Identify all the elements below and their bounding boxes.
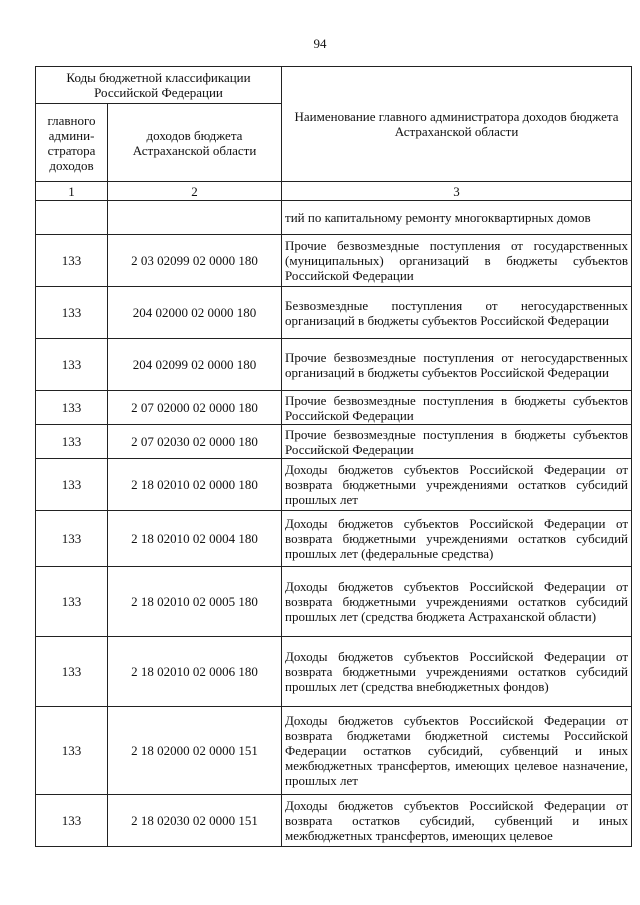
table-row — [36, 707, 632, 795]
revenue-code: 2 18 02000 02 0000 151 — [108, 707, 282, 795]
admin-code: 133 — [36, 567, 108, 637]
table-row — [36, 795, 632, 847]
column-number-1: 1 — [36, 182, 108, 201]
admin-code: 133 — [36, 637, 108, 707]
admin-code: 133 — [36, 511, 108, 567]
table-row — [36, 391, 632, 425]
revenue-name: Прочие безвозмездные поступления от государственных (муниципальных) организаций в бюджеты субъектов Российской Федерации — [282, 235, 632, 287]
admin-code: 133 — [36, 425, 108, 459]
table-row — [36, 459, 632, 511]
table-row — [36, 511, 632, 567]
revenue-name: Доходы бюджетов субъектов Российской Федерации от возврата бюджетными учреждениями остатков субсидий прошлых лет (средства внебюджетных фондов) — [282, 637, 632, 707]
table-row — [36, 567, 632, 637]
revenue-column-header: доходов бюджета Астраханской области — [108, 104, 282, 182]
column-number-row — [36, 182, 632, 201]
admin-code: 133 — [36, 339, 108, 391]
column-number-3: 3 — [282, 182, 632, 201]
revenue-code: 2 03 02099 02 0000 180 — [108, 235, 282, 287]
admin-code: 133 — [36, 795, 108, 847]
table-row — [36, 287, 632, 339]
revenue-code: 2 18 02030 02 0000 151 — [108, 795, 282, 847]
revenue-code: 2 07 02000 02 0000 180 — [108, 391, 282, 425]
revenue-name: Доходы бюджетов субъектов Российской Федерации от возврата бюджетными учреждениями остатков субсидий прошлых лет (федеральные средства) — [282, 511, 632, 567]
admin-code — [36, 201, 108, 235]
admin-code: 133 — [36, 287, 108, 339]
table-row — [36, 425, 632, 459]
page-number: 94 — [313, 36, 327, 51]
codes-title-cell: Коды бюджетной классификации Российской Федерации — [36, 67, 282, 104]
revenue-code — [108, 201, 282, 235]
admin-code: 133 — [36, 235, 108, 287]
revenue-code: 2 18 02010 02 0005 180 — [108, 567, 282, 637]
name-column-header: Наименование главного администратора доходов бюджета Астраханской области — [282, 67, 632, 182]
revenue-name: Доходы бюджетов субъектов Российской Федерации от возврата остатков субсидий, субвенций и иных межбюджетных трансфертов, имеющих целевое — [282, 795, 632, 847]
revenue-name: Доходы бюджетов субъектов Российской Федерации от возврата бюджетами бюджетной системы Российской Федерации остатков субсидий, субвенций и иных межбюджетных трансфертов, имеющих целевое назначение, прошлых лет — [282, 707, 632, 795]
admin-code: 133 — [36, 707, 108, 795]
table-row — [36, 201, 632, 235]
revenue-code: 2 18 02010 02 0006 180 — [108, 637, 282, 707]
table-row — [36, 235, 632, 287]
table-row — [36, 339, 632, 391]
admin-column-header: главного админи-стратора доходов — [36, 104, 108, 182]
header-row — [36, 67, 632, 104]
revenue-name: Доходы бюджетов субъектов Российской Федерации от возврата бюджетными учреждениями остатков субсидий прошлых лет (средства бюджета Астраханской области) — [282, 567, 632, 637]
column-number-2: 2 — [108, 182, 282, 201]
revenue-code: 2 18 02010 02 0004 180 — [108, 511, 282, 567]
revenue-code: 2 18 02010 02 0000 180 — [108, 459, 282, 511]
admin-code: 133 — [36, 459, 108, 511]
revenue-code: 2 07 02030 02 0000 180 — [108, 425, 282, 459]
admin-code: 133 — [36, 391, 108, 425]
table-row — [36, 637, 632, 707]
revenue-name: тий по капитальному ремонту многоквартирных домов — [282, 201, 632, 235]
revenue-name: Доходы бюджетов субъектов Российской Федерации от возврата бюджетными учреждениями остатков субсидий прошлых лет — [282, 459, 632, 511]
revenue-name: Прочие безвозмездные поступления от негосударственных организаций в бюджеты субъектов Российской Федерации — [282, 339, 632, 391]
revenue-code: 204 02000 02 0000 180 — [108, 287, 282, 339]
budget-codes-table — [35, 66, 632, 847]
revenue-name: Прочие безвозмездные поступления в бюджеты субъектов Российской Федерации — [282, 425, 632, 459]
revenue-name: Безвозмездные поступления от негосударственных организаций в бюджеты субъектов Российской Федерации — [282, 287, 632, 339]
revenue-name: Прочие безвозмездные поступления в бюджеты субъектов Российской Федерации — [282, 391, 632, 425]
revenue-code: 204 02099 02 0000 180 — [108, 339, 282, 391]
